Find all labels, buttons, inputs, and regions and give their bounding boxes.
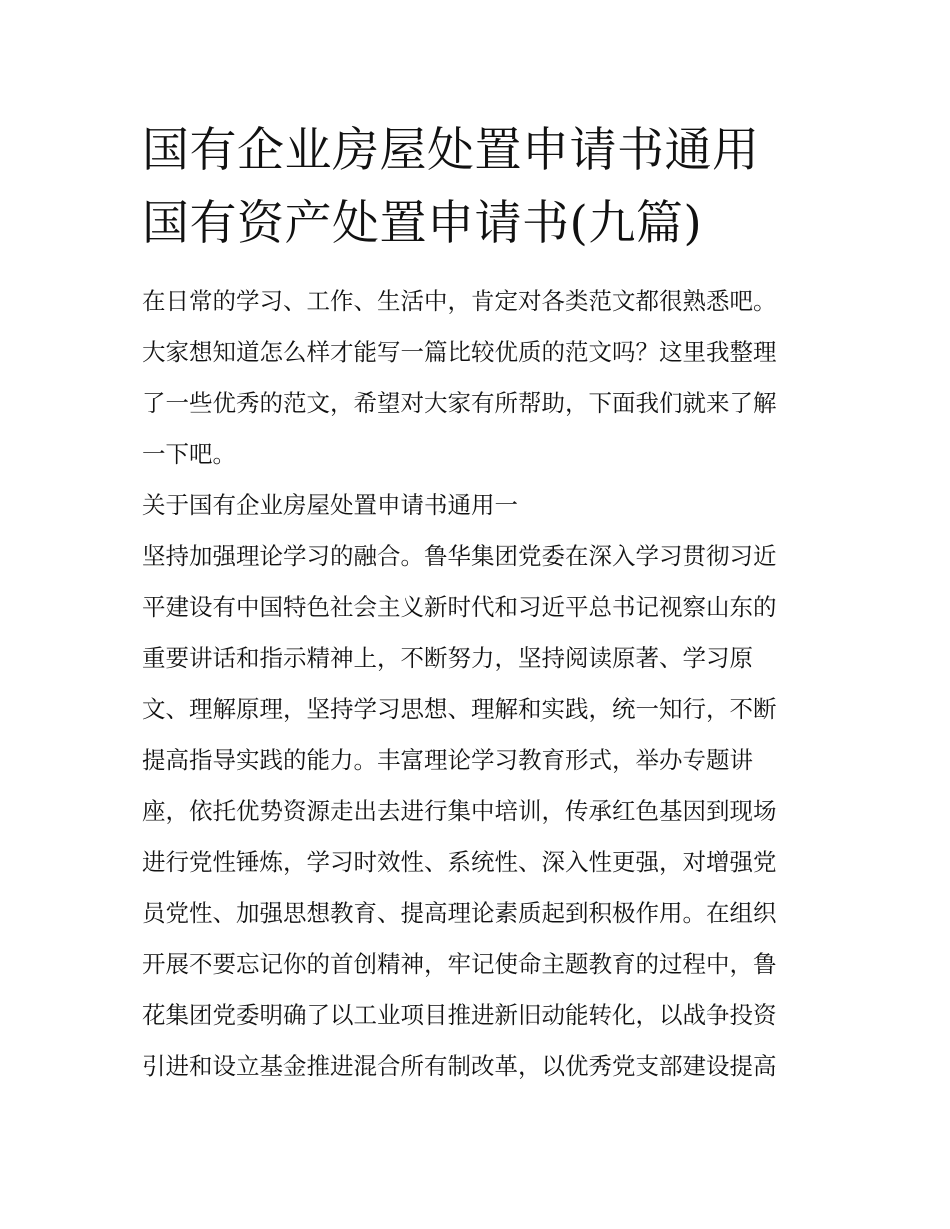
body-line-8: 员党性、加强思想教育、提高理论素质起到积极作用。在组织 xyxy=(142,899,777,927)
intro-line-3: 了一些优秀的范文，希望对大家有所帮助，下面我们就来了解 xyxy=(142,389,777,417)
title-line-1: 国有企业房屋处置申请书通用 xyxy=(142,123,760,178)
body-line-4: 文、理解原理，坚持学习思想、理解和实践，统一知行，不断 xyxy=(142,695,777,723)
body-line-3: 重要讲话和指示精神上，不断努力，坚持阅读原著、学习原 xyxy=(142,644,753,672)
body-line-1: 坚持加强理论学习的融合。鲁华集团党委在深入学习贯彻习近 xyxy=(142,542,777,570)
body-line-11: 引进和设立基金推进混合所有制改革，以优秀党支部建设提高 xyxy=(142,1052,777,1080)
intro-line-1: 在日常的学习、工作、生活中，肯定对各类范文都很熟悉吧。 xyxy=(142,287,777,315)
document-title xyxy=(142,114,822,260)
title-line-2: 国有资产处置申请书(九篇) xyxy=(142,196,703,251)
body-line-2: 平建设有中国特色社会主义新时代和习近平总书记视察山东的 xyxy=(142,593,777,621)
body-line-10: 花集团党委明确了以工业项目推进新旧动能转化，以战争投资 xyxy=(142,1001,777,1029)
body-line-5: 提高指导实践的能力。丰富理论学习教育形式，举办专题讲 xyxy=(142,746,753,774)
body-line-9: 开展不要忘记你的首创精神，牢记使命主题教育的过程中，鲁 xyxy=(142,950,777,978)
intro-line-2: 大家想知道怎么样才能写一篇比较优质的范文吗？这里我整理 xyxy=(142,338,777,366)
intro-line-4: 一下吧。 xyxy=(142,440,236,468)
section-heading: 关于国有企业房屋处置申请书通用一 xyxy=(142,491,518,519)
body-line-7: 进行党性锤炼，学习时效性、系统性、深入性更强，对增强党 xyxy=(142,848,777,876)
body-line-6: 座，依托优势资源走出去进行集中培训，传承红色基因到现场 xyxy=(142,797,777,825)
